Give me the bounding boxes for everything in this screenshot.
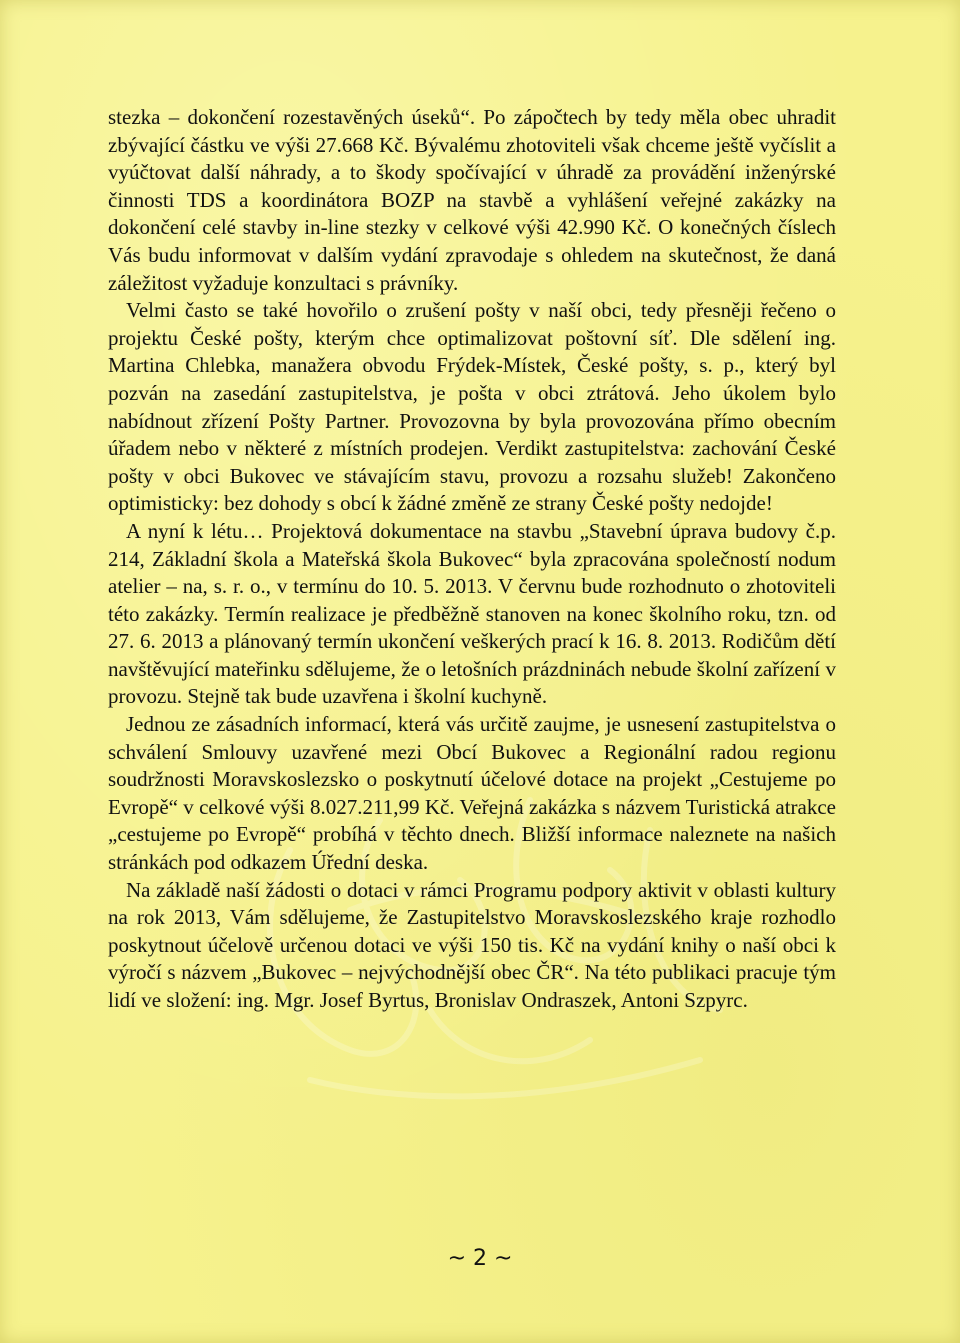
page-number: ~ 2 ~ xyxy=(447,1246,513,1271)
paragraph-trail-payment: stezka – dokončení rozestavěných úseků“. Po zápočtech by tedy měla obec uhradit zbývající částku ve výši 27.668 Kč. Bývalému zhotoviteli však chceme ještě vyčíslit a vyúčtovat další náhrady, a to škody spočívající v úhradě za provádění inženýrské činnosti TDS a koordinátora BOZP na stavbě a vyhlášení veřejné zakázky na dokončení celé stavby in-line stezky v celkové výši 42.990 Kč. O konečných číslech Vás budu informovat v dalším vydání zpravodaje s ohledem na skutečnost, že daná záležitost vyžaduje konzultaci s právníky. xyxy=(108,105,836,295)
paragraph-culture-grant: Na základě naší žádosti o dotaci v rámci Programu podpory aktivit v oblasti kultury na rok 2013, Vám sdělujeme, že Zastupitelstvo Moravskoslezského kraje rozhodlo poskytnout účelově určenou dotaci ve výši 150 tis. Kč na vydání knihy o naší obci k výročí s názvem „Bukovec – nejvýchodnější obec ČR“. Na této publikaci pracuje tým lidí ve složení: ing. Mgr. Josef Byrtus, Bronislav Ondraszek, Antoni Szpyrc. xyxy=(108,877,836,1012)
paragraph-subsidy-travel-project: Jednou ze zásadních informací, která vás určitě zaujme, je usnesení zastupitelstva o schválení Smlouvy uzavřené mezi Obcí Bukovec a Regionální radou regionu soudržnosti Moravskoslezsko o poskytnutí účelové dotace na projekt „Cestujeme po Evropě“ v celkové výši 8.027.211,99 Kč. Veřejná zakázka s názvem Turistická atrakce „cestujeme po Evropě“ probíhá v těchto dnech. Bližší informace naleznete na našich stránkách pod odkazem Úřední deska. xyxy=(108,712,836,875)
article-body xyxy=(108,104,836,1015)
paragraph-school-renovation: A nyní k létu… Projektová dokumentace na stavbu „Stavební úprava budovy č.p. 214, Základní škola a Mateřská škola Bukovec“ byla zpracována společností nodum atelier – na, s. r. o., v termínu do 10. 5. 2013. V červnu bude rozhodnuto o zhotoviteli této zakázky. Termín realizace je předběžně stanoven na konec školního roku, tzn. od 27. 6. 2013 a plánovaný termín ukončení veškerých prací k 16. 8. 2013. Rodičům dětí navštěvující mateřinku sdělujeme, že o letošních prázdninách nebude školní zařízení v provozu. Stejně tak bude uzavřena i školní kuchyně. xyxy=(108,518,836,709)
paragraph-post-office: Velmi často se také hovořilo o zrušení pošty v naší obci, tedy přesněji řečeno o projektu České pošty, kterým chce optimalizovat poštovní síť. Dle sdělení ing. Martina Chlebka, manažera obvodu Frýdek-Místek, České pošty, s. p., který byl pozván na zasedání zastupitelstva, je pošta v obci ztrátová. Jeho úkolem bylo nabídnout zřízení Pošty Partner. Provozovna by byla provozována přímo obecním úřadem nebo v některé z místních prodejen. Verdikt zastupitelstva: zachování České pošty v obci Bukovec ve stávajícím stavu, provozu a rozsahu služeb! Zakončeno optimisticky: bez dohody s obcí k žádné změně ze strany České pošty nedojde! xyxy=(108,298,836,516)
